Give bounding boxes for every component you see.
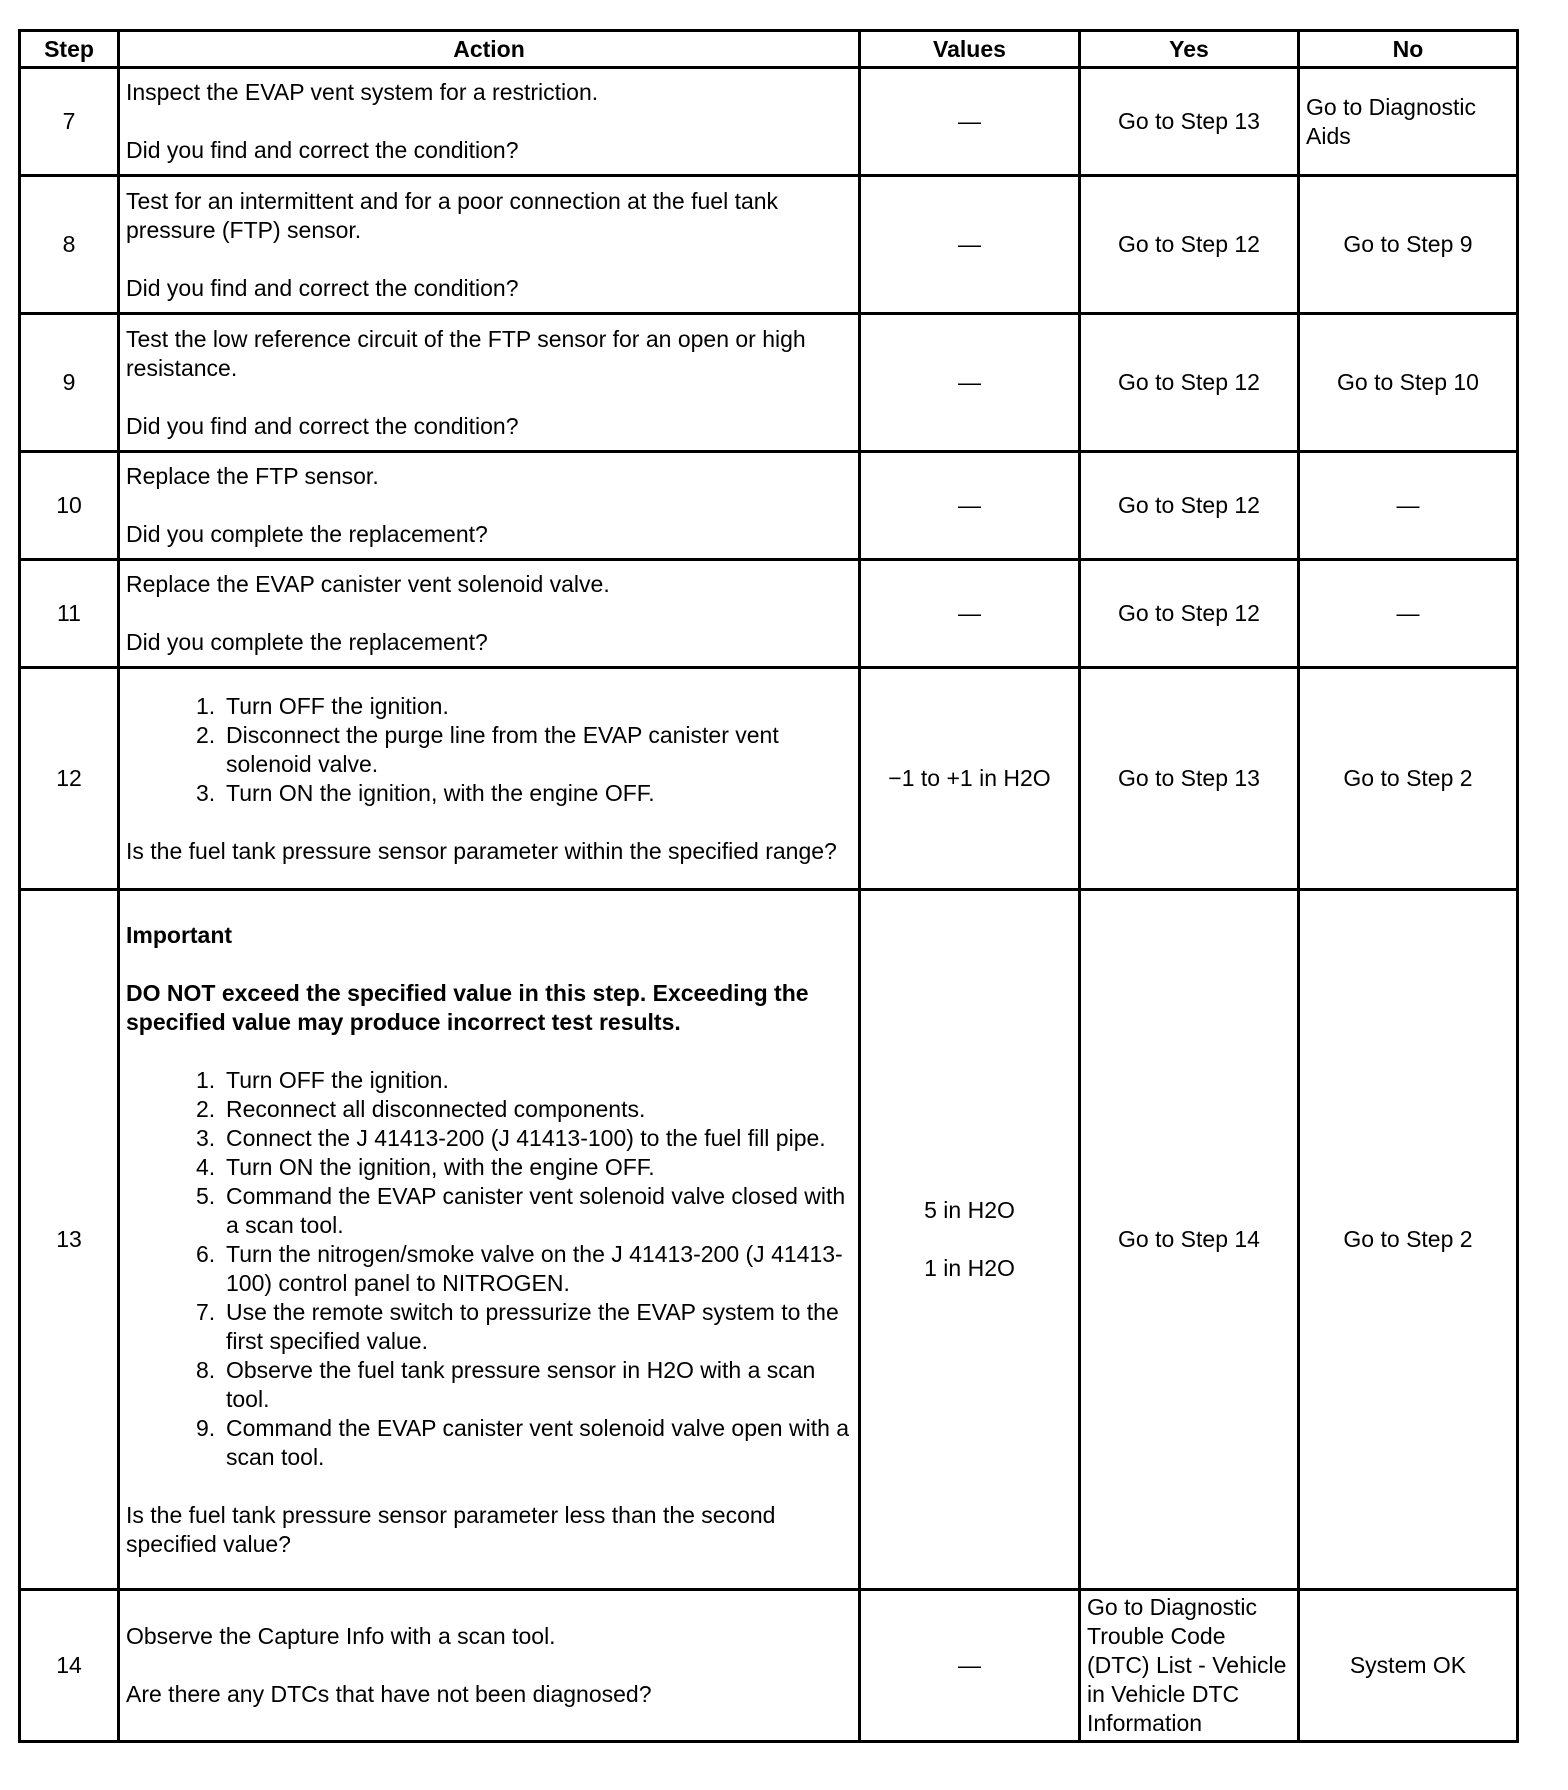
- step-number: 11: [20, 560, 119, 668]
- list-item-number: 6.: [196, 1240, 216, 1267]
- action-text: Observe the Capture Info with a scan tool.: [126, 1623, 556, 1649]
- table-row: [20, 668, 1518, 890]
- step-number: 8: [20, 176, 119, 314]
- no-cell: Go to Step 2: [1299, 668, 1518, 890]
- list-item: [126, 721, 852, 779]
- step-number: 12: [20, 668, 119, 890]
- list-item-number: 2.: [196, 1095, 216, 1122]
- list-item: [126, 1066, 852, 1095]
- list-item-number: 2.: [196, 721, 216, 748]
- step-number: 13: [20, 890, 119, 1590]
- action-cell: [119, 668, 860, 890]
- action-text: Test for an intermittent and for a poor connection at the fuel tank pressure (FTP) sensor.: [126, 187, 779, 243]
- action-cell: [119, 890, 860, 1590]
- list-item-text: Command the EVAP canister vent solenoid valve open with a scan tool.: [226, 1414, 850, 1470]
- action-cell: [119, 68, 860, 176]
- yes-cell: Go to Step 12: [1080, 560, 1299, 668]
- no-cell: Go to Diagnostic Aids: [1299, 68, 1518, 176]
- values-cell: —: [860, 176, 1080, 314]
- action-question: Did you complete the replacement?: [126, 629, 488, 655]
- no-cell: System OK: [1299, 1590, 1518, 1742]
- important-title: Important: [126, 921, 233, 948]
- action-cell: [119, 314, 860, 452]
- values-cell: —: [860, 68, 1080, 176]
- no-cell: Go to Step 2: [1299, 890, 1518, 1590]
- yes-cell: Go to Step 14: [1080, 890, 1299, 1590]
- table-row: [20, 560, 1518, 668]
- no-cell: —: [1299, 560, 1518, 668]
- list-item: [126, 1298, 852, 1356]
- action-text: Replace the FTP sensor.: [126, 463, 379, 489]
- table-row: [20, 1590, 1518, 1742]
- list-item-text: Command the EVAP canister vent solenoid valve closed with a scan tool.: [226, 1182, 846, 1238]
- yes-cell: Go to Step 12: [1080, 452, 1299, 560]
- yes-cell: Go to Step 13: [1080, 68, 1299, 176]
- action-text: Test the low reference circuit of the FTP sensor for an open or high resistance.: [126, 325, 806, 381]
- important-notice: DO NOT exceed the specified value in this step. Exceeding the specified value may produce incorrect test results.: [126, 979, 809, 1035]
- procedure-list: [126, 692, 852, 808]
- list-item-text: Turn ON the ignition, with the engine OFF.: [226, 1153, 655, 1180]
- list-item-number: 8.: [196, 1356, 216, 1383]
- header-no: No: [1299, 31, 1518, 68]
- list-item-number: 3.: [196, 1124, 216, 1151]
- action-cell: [119, 452, 860, 560]
- table-row: [20, 176, 1518, 314]
- table-row: [20, 68, 1518, 176]
- header-action: Action: [119, 31, 860, 68]
- no-cell: Go to Step 9: [1299, 176, 1518, 314]
- yes-cell: Go to Diagnostic Trouble Code (DTC) List - Vehicle in Vehicle DTC Information: [1080, 1590, 1299, 1742]
- procedure-list: [126, 1066, 852, 1472]
- no-cell: Go to Step 10: [1299, 314, 1518, 452]
- list-item: [126, 1124, 852, 1153]
- list-item-text: Use the remote switch to pressurize the EVAP system to the first specified value.: [226, 1298, 839, 1354]
- list-item-number: 5.: [196, 1182, 216, 1209]
- list-item: [126, 779, 852, 808]
- step-number: 10: [20, 452, 119, 560]
- list-item-text: Reconnect all disconnected components.: [226, 1095, 646, 1122]
- list-item-text: Connect the J 41413-200 (J 41413-100) to the fuel fill pipe.: [226, 1124, 826, 1151]
- diagnostic-table-wrapper: [18, 29, 1519, 1743]
- list-item: [126, 1414, 852, 1472]
- list-item: [126, 1356, 852, 1414]
- table-row: [20, 452, 1518, 560]
- list-item-number: 1.: [196, 1066, 216, 1093]
- list-item-number: 1.: [196, 692, 216, 719]
- values-cell: —: [860, 1590, 1080, 1742]
- step-number: 14: [20, 1590, 119, 1742]
- list-item-number: 7.: [196, 1298, 216, 1325]
- action-cell: [119, 176, 860, 314]
- list-item-text: Turn OFF the ignition.: [226, 692, 449, 719]
- step-number: 9: [20, 314, 119, 452]
- step-number: 7: [20, 68, 119, 176]
- action-text: Replace the EVAP canister vent solenoid valve.: [126, 571, 610, 597]
- values-cell: —: [860, 560, 1080, 668]
- action-question: Did you find and correct the condition?: [126, 274, 519, 301]
- diagnostic-table: [18, 29, 1519, 1743]
- second-specified-value: 1 in H2O: [924, 1255, 1015, 1281]
- action-cell: [119, 1590, 860, 1742]
- no-cell: —: [1299, 452, 1518, 560]
- list-item: [126, 692, 852, 721]
- yes-cell: Go to Step 12: [1080, 176, 1299, 314]
- action-question: Did you find and correct the condition?: [126, 137, 519, 163]
- yes-cell: Go to Step 13: [1080, 668, 1299, 890]
- action-question: Is the fuel tank pressure sensor parameter less than the second specified value?: [126, 1501, 776, 1557]
- list-item-text: Turn OFF the ignition.: [226, 1066, 449, 1093]
- yes-cell: Go to Step 12: [1080, 314, 1299, 452]
- action-question: Did you find and correct the condition?: [126, 412, 519, 439]
- list-item-number: 9.: [196, 1414, 216, 1441]
- action-text: Inspect the EVAP vent system for a restriction.: [126, 79, 599, 105]
- list-item-text: Observe the fuel tank pressure sensor in H2O with a scan tool.: [226, 1356, 816, 1412]
- list-item-text: Disconnect the purge line from the EVAP canister vent solenoid valve.: [226, 721, 779, 777]
- values-cell: —: [860, 314, 1080, 452]
- list-item-number: 4.: [196, 1153, 216, 1180]
- list-item-text: Turn ON the ignition, with the engine OFF.: [226, 779, 655, 806]
- list-item: [126, 1095, 852, 1124]
- list-item-text: Turn the nitrogen/smoke valve on the J 41413-200 (J 41413-100) control panel to NITROGEN.: [226, 1240, 843, 1296]
- table-row: [20, 890, 1518, 1590]
- header-values: Values: [860, 31, 1080, 68]
- values-cell: [860, 890, 1080, 1590]
- action-cell: [119, 560, 860, 668]
- list-item-number: 3.: [196, 779, 216, 806]
- list-item: [126, 1153, 852, 1182]
- list-item: [126, 1240, 852, 1298]
- first-specified-value: 5 in H2O: [924, 1197, 1015, 1223]
- list-item: [126, 1182, 852, 1240]
- header-step: Step: [20, 31, 119, 68]
- action-question: Is the fuel tank pressure sensor parameter within the specified range?: [126, 837, 837, 864]
- header-row: [20, 31, 1518, 68]
- table-row: [20, 314, 1518, 452]
- action-question: Are there any DTCs that have not been diagnosed?: [126, 1681, 652, 1707]
- header-yes: Yes: [1080, 31, 1299, 68]
- action-question: Did you complete the replacement?: [126, 521, 488, 547]
- values-cell: −1 to +1 in H2O: [860, 668, 1080, 890]
- values-cell: —: [860, 452, 1080, 560]
